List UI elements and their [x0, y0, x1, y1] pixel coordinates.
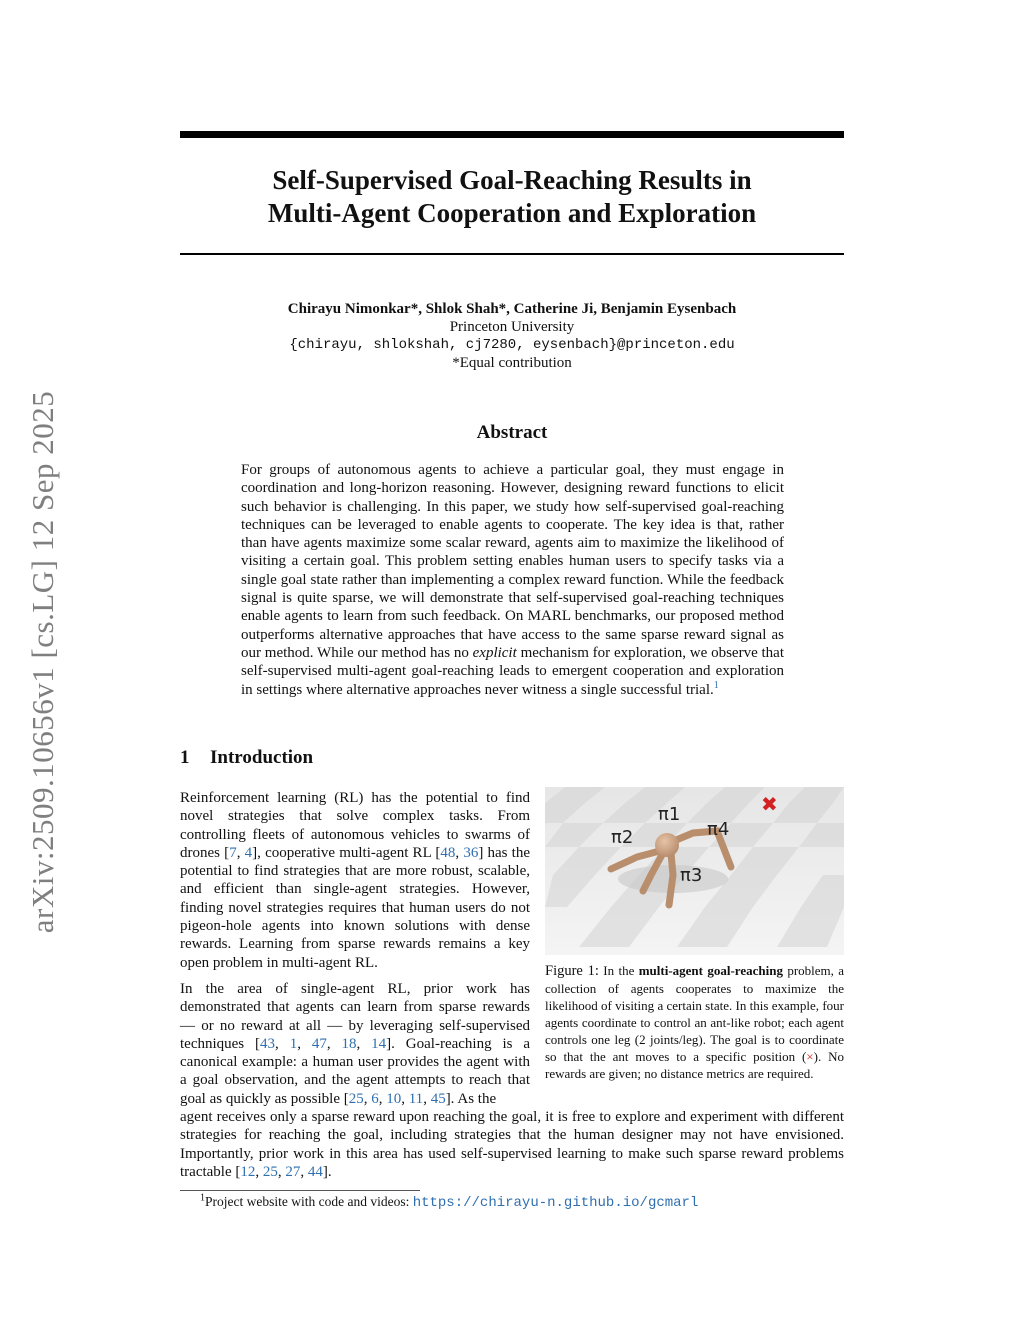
citation-link[interactable]: 43: [260, 1035, 276, 1052]
ant-body: [655, 833, 679, 857]
citation-link[interactable]: 6: [371, 1090, 379, 1107]
intro-p3-text-b: ].: [322, 1163, 332, 1180]
abstract-text-1: For groups of autonomous agents to achieve a particular goal, they must engage in coordination and long-horizon reasoning. However, designing reward functions to elicit such behavior is challenging. In this paper, we study how self-supervised goal-reaching techniques can be leveraged to enable agents to cooperate. The key idea is that, rather than have agents maximize some scalar reward, agents aim to maximize the likelihood of visiting a certain goal. This problem setting enables human users to specify tasks via a single goal state rather than implementing a complex reward function. While the feedback signal is quite sparse, we will demonstrate that self-supervised goal-reaching techniques enable agents to learn from such feedback. On MARL benchmarks, our proposed method outperforms alternative approaches that have access to the same sparse reward signal as our method. While our method has no: [241, 462, 784, 661]
author-emails: {chirayu, shlokshah, cj7280, eysenbach}@princeton.edu: [289, 337, 735, 353]
intro-p2-text-b: ]. Goal-reaching is a canonical example: a human user provides the agent with a goal observation, and the agent attempts to reach that goal as quickly as possible [: [180, 1035, 531, 1107]
citation-link[interactable]: 1: [289, 1035, 298, 1052]
citation-link[interactable]: 14: [371, 1035, 387, 1052]
citation-link[interactable]: 11: [408, 1090, 424, 1107]
footnote-text: Project website with code and videos:: [205, 1194, 410, 1209]
figure-caption: [545, 962, 844, 1082]
citation-link[interactable]: 44: [307, 1163, 323, 1180]
citation-link[interactable]: 4: [244, 844, 253, 861]
citation-link[interactable]: 48: [440, 844, 456, 861]
citation-link[interactable]: 12: [240, 1163, 256, 1180]
citation-link[interactable]: 25: [348, 1090, 364, 1107]
section-number: 1: [180, 747, 190, 768]
caption-bold: multi-agent goal-reaching: [638, 963, 783, 978]
citation-link[interactable]: 27: [285, 1163, 301, 1180]
citation-link[interactable]: 47: [311, 1035, 327, 1052]
intro-paragraph-1: Reinforcement learning (RL) has the potential to find novel strategies that solve complex tasks. From controlling fleets of autonomous vehicles to swarms of drones [7, 4], cooperative multi-agent RL [48, 36] has the potential to find strategies that are more robust, scalable, and efficient than single-agent strategies. However, finding novel strategies requires that human users do not pigeon-hole agents into known solutions with dense rewards. Learning from sparse rewards remains a key open problem in multi-agent RL.: [180, 790, 531, 971]
intro-p3-text-a: agent receives only a sparse reward upon reaching the goal, it is free to explore and experiment with different strategies for reaching the goal, including strategies that the human designer may not have envisioned. Importantly, prior work in this area has used self-supervised learning to make such sparse reward problems tractable [: [180, 1109, 844, 1180]
caption-text-b: problem, a collection of agents cooperates to maximize the likelihood of visiting a certain state. In this example, four agents coordinate to control an ant-like robot; each agent controls one leg (2 joints/leg). The goal is to coordinate so that the ant moves to a specific position (: [545, 963, 845, 1064]
footnote-reference[interactable]: 1: [713, 679, 719, 691]
abstract-body: [241, 461, 784, 699]
citation-link[interactable]: 7: [229, 844, 237, 861]
intro-p1-text-c: ] has the potential to find strategies that are more robust, scalable, and efficient than single-agent strategies. However, finding novel strategies requires that human users do not pigeon-hole agents into known solutions with dense rewards. Learning from sparse rewards remains a key open problem in multi-agent RL.: [180, 844, 531, 971]
intro-paragraph-3: agent receives only a sparse reward upon reaching the goal, it is free to explore and experiment with different strategies for reaching the goal, including strategies that the human designer may not have envisioned. Importantly, prior work in this area has used self-supervised learning to make such sparse reward problems tractable [12, 25, 27, 44].: [180, 1109, 844, 1180]
author-block: [180, 300, 844, 372]
abstract-text-2: mechanism for exploration, we observe that self-supervised multi-agent goal-reaching leads to emergent cooperation and exploration in settings where alternative approaches never witness a single successful trial.: [241, 644, 785, 698]
intro-p2-text-c: ]. As the: [445, 1090, 497, 1107]
agent-label-pi2: π2: [611, 827, 634, 848]
agent-label-pi4: π4: [707, 819, 730, 840]
arxiv-identifier: arXiv:2509.10656v1 [cs.LG] 12 Sep 2025: [25, 390, 60, 934]
citation-link[interactable]: 18: [341, 1035, 357, 1052]
citation-link[interactable]: 36: [463, 844, 479, 861]
section-title: Introduction: [210, 747, 314, 768]
figure-ant-robot: [545, 787, 844, 955]
intro-p1-text-b: ], cooperative multi-agent RL [: [252, 844, 441, 861]
agent-label-pi1: π1: [658, 804, 681, 825]
footnote: [200, 1193, 698, 1212]
goal-marker-icon: ✖: [761, 792, 778, 816]
citation-link[interactable]: 25: [262, 1163, 278, 1180]
caption-text-c: ). No rewards are given; no distance metrics are required.: [545, 1049, 844, 1081]
affiliation: Princeton University: [449, 319, 575, 335]
ant-robot-render: [545, 787, 844, 955]
project-website-link[interactable]: https://chirayu-n.github.io/gcmarl: [412, 1195, 699, 1211]
intro-p2-text-a: In the area of single-agent RL, prior work has demonstrated that agents can learn from sparse rewards — or no reward at all — by leveraging self-supervised techniques [: [180, 981, 530, 1052]
title-line-2: Multi-Agent Cooperation and Exploration: [267, 198, 757, 228]
title-bottom-rule: [180, 253, 844, 255]
citation-link[interactable]: 45: [430, 1090, 446, 1107]
figure-label: Figure 1:: [545, 963, 599, 979]
title-top-rule: [180, 131, 844, 138]
footnote-divider: [180, 1190, 420, 1191]
intro-p1-text-a: Reinforcement learning (RL) has the potential to find novel strategies that solve complex tasks. From controlling fleets of autonomous vehicles to swarms of drones [: [180, 790, 530, 861]
title-line-1: Self-Supervised Goal-Reaching Results in: [272, 165, 752, 195]
caption-text-a: In the: [603, 963, 635, 978]
abstract-emphasis: explicit: [472, 644, 517, 661]
citation-link[interactable]: 10: [386, 1090, 402, 1107]
paper-title: [180, 164, 844, 230]
abstract-heading: Abstract: [476, 422, 548, 443]
section-heading-introduction: [180, 747, 313, 769]
footnote-mark: 1: [200, 1192, 205, 1204]
caption-goal-symbol: ×: [806, 1049, 814, 1064]
intro-paragraph-2: In the area of single-agent RL, prior work has demonstrated that agents can learn from sparse rewards — or no reward at all — by leveraging self-supervised techniques [43, 1, 47, 18, 14]. Goal-reaching is a canonical example: a human user provides the agent with a goal observation, and the agent attempts to reach that goal as quickly as possible [25, 6, 10, 11, 45]. As the: [180, 981, 531, 1107]
equal-contribution-note: *Equal contribution: [452, 355, 572, 371]
agent-label-pi3: π3: [680, 865, 703, 886]
author-names: Chirayu Nimonkar*, Shlok Shah*, Catherine Ji, Benjamin Eysenbach: [287, 301, 737, 317]
